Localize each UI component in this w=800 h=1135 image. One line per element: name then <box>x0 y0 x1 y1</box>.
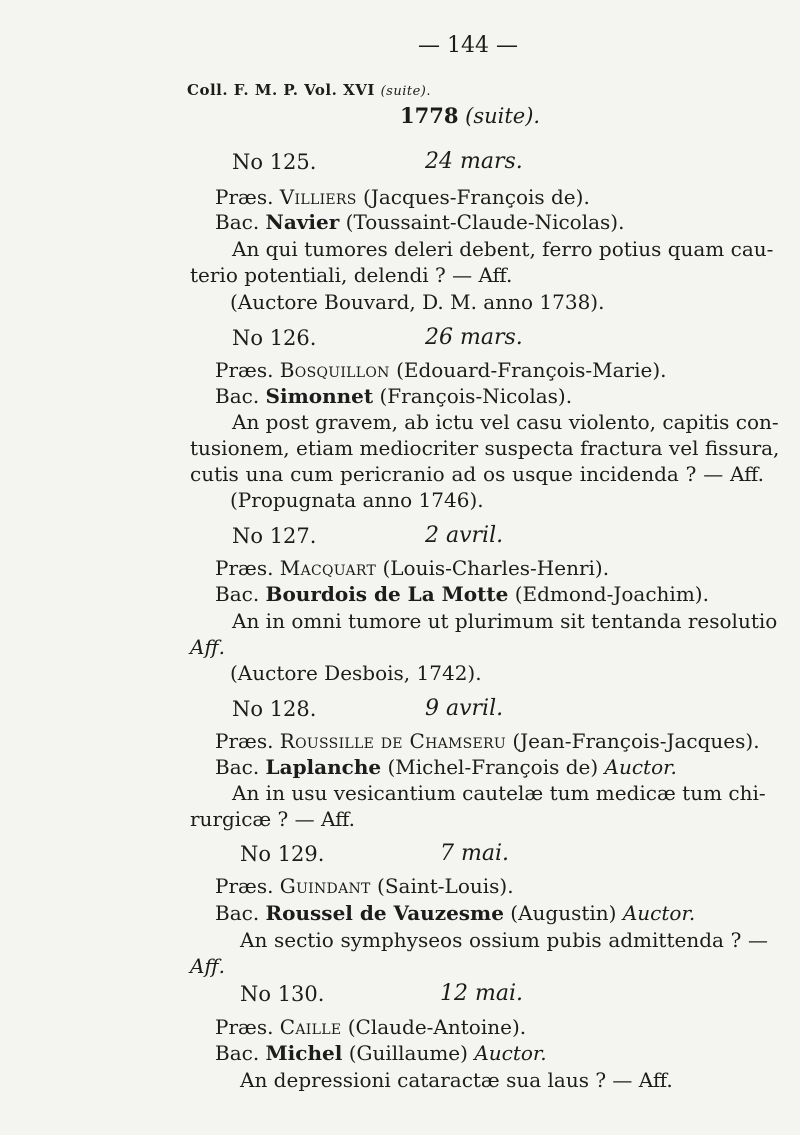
praeses-forenames: (Jacques-François de). <box>363 185 590 209</box>
thesis-source-line: (Auctore Bouvard, D. M. anno 1738). <box>230 290 605 314</box>
bac-forenames: (Guillaume) <box>348 1041 468 1065</box>
bac-auctor: Auctor. <box>474 1041 547 1065</box>
bac-label: Bac. <box>215 582 260 606</box>
collection-header-text: Coll. F. M. P. Vol. XVI <box>187 81 375 99</box>
praeses-label: Præs. <box>215 729 274 753</box>
baccalaureus-line <box>215 384 572 408</box>
bac-label: Bac. <box>215 755 260 779</box>
thesis-source-line: (Auctore Desbois, 1742). <box>230 661 482 685</box>
bac-forenames: (François-Nicolas). <box>379 384 573 408</box>
praeses-name: Guindant <box>279 874 371 898</box>
bac-label: Bac. <box>215 384 260 408</box>
thesis-text-line: rurgicæ ? — Aff. <box>190 807 355 831</box>
bac-forenames: (Edmond-Joachim). <box>514 582 709 606</box>
praeses-forenames: (Saint-Louis). <box>377 874 514 898</box>
year-value: 1778 <box>400 103 459 128</box>
bac-forenames: (Toussaint-Claude-Nicolas). <box>345 210 625 234</box>
thesis-text-line: An in omni tumore ut plurimum sit tentanda resolutio <box>232 609 778 633</box>
praeses-label: Præs. <box>215 185 274 209</box>
praeses-label: Præs. <box>215 874 274 898</box>
baccalaureus-line <box>215 1041 547 1065</box>
collection-header-suite: (suite). <box>380 84 432 99</box>
entry-number: No 126. <box>232 326 317 350</box>
thesis-text-line: cutis una cum pericranio ad os usque incidenda ? — Aff. <box>190 462 764 486</box>
bac-name: Bourdois de La Motte <box>265 582 509 606</box>
thesis-text-line: Aff. <box>190 954 225 978</box>
entry-number: No 129. <box>240 842 325 866</box>
entry-date: 9 avril. <box>425 696 504 721</box>
collection-header <box>187 78 431 104</box>
baccalaureus-line <box>215 755 677 779</box>
entry-number: No 125. <box>232 150 317 174</box>
thesis-text-line: An post gravem, ab ictu vel casu violento, capitis con- <box>232 410 779 434</box>
bac-name: Roussel de Vauzesme <box>265 901 504 925</box>
thesis-text-line: terio potentiali, delendi ? — Aff. <box>190 263 513 287</box>
bac-name: Michel <box>265 1041 343 1065</box>
praeses-name: Bosquillon <box>279 358 390 382</box>
bac-label: Bac. <box>215 901 260 925</box>
praeses-forenames: (Edouard-François-Marie). <box>396 358 667 382</box>
bac-label: Bac. <box>215 210 260 234</box>
thesis-source-line: (Propugnata anno 1746). <box>230 488 484 512</box>
bac-forenames: (Michel-François de) <box>387 755 599 779</box>
entry-number: No 130. <box>240 982 325 1006</box>
bac-label: Bac. <box>215 1041 260 1065</box>
baccalaureus-line <box>215 210 624 234</box>
entry-date: 7 mai. <box>440 841 509 866</box>
praeses-name: Caille <box>279 1015 342 1039</box>
thesis-text-line: An in usu vesicantium cautelæ tum medicæ tum chi- <box>232 781 766 805</box>
praeses-forenames: (Louis-Charles-Henri). <box>382 556 610 580</box>
praeses-forenames: (Jean-François-Jacques). <box>512 729 760 753</box>
entry-number: No 127. <box>232 524 317 548</box>
praeses-line <box>215 358 667 382</box>
praeses-label: Præs. <box>215 358 274 382</box>
praeses-line <box>215 556 609 580</box>
thesis-text-line: An sectio symphyseos ossium pubis admittenda ? — <box>240 928 768 952</box>
bac-auctor: Auctor. <box>604 755 677 779</box>
bac-name: Laplanche <box>265 755 382 779</box>
thesis-text-line: An depressioni cataractæ sua laus ? — Aff. <box>240 1068 673 1092</box>
praeses-forenames: (Claude-Antoine). <box>347 1015 527 1039</box>
praeses-name: Macquart <box>279 556 377 580</box>
praeses-line <box>215 729 760 753</box>
baccalaureus-line <box>215 582 709 606</box>
thesis-text-line: tusionem, etiam mediocriter suspecta fractura vel fissura, <box>190 436 780 460</box>
thesis-text-line: An qui tumores deleri debent, ferro potius quam cau- <box>232 237 774 261</box>
praeses-line <box>215 185 590 209</box>
entry-date: 12 mai. <box>440 981 523 1006</box>
entry-date: 2 avril. <box>425 523 504 548</box>
bac-auctor: Auctor. <box>622 901 696 925</box>
bac-forenames: (Augustin) <box>510 901 617 925</box>
bac-name: Simonnet <box>265 384 374 408</box>
praeses-name: Villiers <box>279 185 357 209</box>
bac-name: Navier <box>265 210 340 234</box>
page-number: — 144 — <box>418 33 518 58</box>
entry-date: 26 mars. <box>425 325 523 350</box>
thesis-text-line: Aff. <box>190 635 225 659</box>
entry-number: No 128. <box>232 697 317 721</box>
praeses-label: Præs. <box>215 556 274 580</box>
year-heading <box>400 104 540 128</box>
year-suite: (suite). <box>465 104 541 128</box>
praeses-line <box>215 1015 526 1039</box>
praeses-name: Roussille de Chamseru <box>279 729 506 753</box>
praeses-label: Præs. <box>215 1015 274 1039</box>
entry-date: 24 mars. <box>425 149 523 174</box>
baccalaureus-line <box>215 901 695 925</box>
praeses-line <box>215 874 514 898</box>
